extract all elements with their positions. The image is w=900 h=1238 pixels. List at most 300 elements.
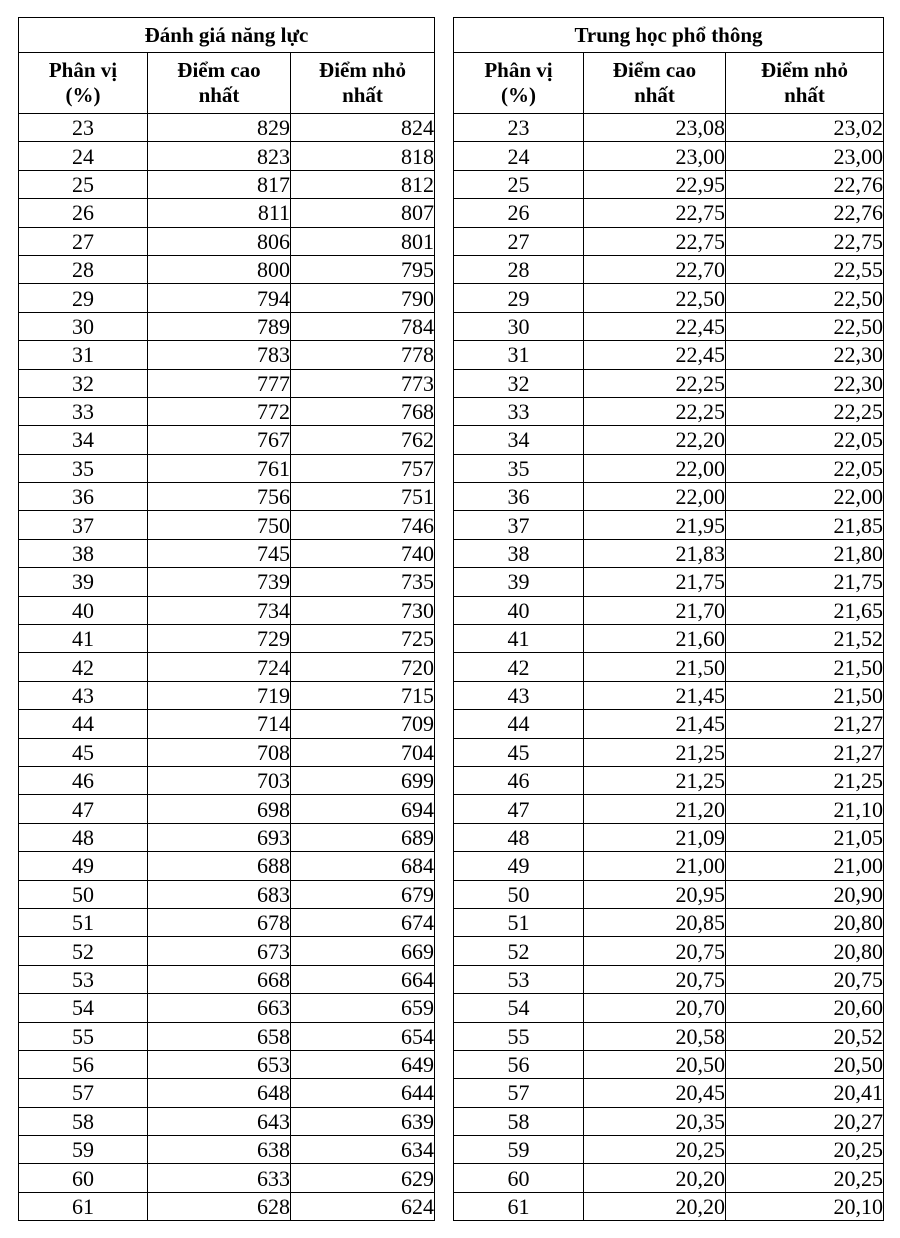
phan-vi-cell: 51 <box>454 908 584 936</box>
table-row <box>454 738 884 766</box>
table-row <box>19 199 435 227</box>
table-row <box>454 454 884 482</box>
diem-nho-nhat-cell: 21,80 <box>726 539 884 567</box>
diem-nho-nhat-cell: 669 <box>291 937 435 965</box>
diem-nho-nhat-cell: 20,52 <box>726 1022 884 1050</box>
phan-vi-cell: 53 <box>19 965 148 993</box>
table-row <box>454 710 884 738</box>
diem-nho-nhat-cell: 674 <box>291 908 435 936</box>
diem-nho-nhat-cell: 664 <box>291 965 435 993</box>
diem-cao-nhat-cell: 20,75 <box>584 937 726 965</box>
phan-vi-cell: 46 <box>454 766 584 794</box>
phan-vi-cell: 32 <box>454 369 584 397</box>
diem-cao-nhat-cell: 673 <box>148 937 291 965</box>
diem-nho-nhat-cell: 649 <box>291 1050 435 1078</box>
table-row <box>454 1079 884 1107</box>
table-row <box>454 568 884 596</box>
phan-vi-cell: 35 <box>454 454 584 482</box>
diem-cao-nhat-cell: 20,85 <box>584 908 726 936</box>
phan-vi-cell: 57 <box>454 1079 584 1107</box>
diem-nho-nhat-cell: 22,05 <box>726 454 884 482</box>
diem-cao-nhat-cell: 22,00 <box>584 483 726 511</box>
table-row <box>19 1107 435 1135</box>
diem-cao-nhat-cell: 22,95 <box>584 170 726 198</box>
diem-cao-nhat-cell: 22,00 <box>584 454 726 482</box>
table-row <box>454 369 884 397</box>
diem-nho-nhat-cell: 20,27 <box>726 1107 884 1135</box>
diem-nho-nhat-cell: 704 <box>291 738 435 766</box>
table-row <box>19 397 435 425</box>
table-row <box>19 114 435 142</box>
phan-vi-cell: 30 <box>454 312 584 340</box>
table-row <box>19 823 435 851</box>
table-row <box>454 596 884 624</box>
diem-cao-nhat-cell: 648 <box>148 1079 291 1107</box>
table-row <box>454 511 884 539</box>
table-row <box>19 341 435 369</box>
table-row <box>19 483 435 511</box>
diem-cao-nhat-cell: 20,70 <box>584 994 726 1022</box>
phan-vi-cell: 59 <box>19 1136 148 1164</box>
diem-cao-nhat-cell: 663 <box>148 994 291 1022</box>
table-row <box>454 1050 884 1078</box>
phan-vi-cell: 38 <box>454 539 584 567</box>
table-row <box>454 1107 884 1135</box>
phan-vi-cell: 29 <box>19 284 148 312</box>
diem-nho-nhat-cell: 20,10 <box>726 1192 884 1220</box>
phan-vi-cell: 50 <box>19 880 148 908</box>
diem-nho-nhat-cell: 22,50 <box>726 312 884 340</box>
diem-cao-nhat-cell: 22,75 <box>584 227 726 255</box>
diem-nho-nhat-cell: 21,25 <box>726 766 884 794</box>
phan-vi-cell: 34 <box>454 426 584 454</box>
table-row <box>454 625 884 653</box>
phan-vi-cell: 49 <box>19 852 148 880</box>
phan-vi-cell: 38 <box>19 539 148 567</box>
diem-cao-nhat-cell: 20,75 <box>584 965 726 993</box>
diem-cao-nhat-cell: 658 <box>148 1022 291 1050</box>
diem-nho-nhat-cell: 629 <box>291 1164 435 1192</box>
table-row <box>19 142 435 170</box>
diem-nho-nhat-cell: 812 <box>291 170 435 198</box>
diem-nho-nhat-cell: 20,25 <box>726 1164 884 1192</box>
diem-cao-nhat-cell: 23,00 <box>584 142 726 170</box>
phan-vi-cell: 25 <box>454 170 584 198</box>
table-row <box>19 1050 435 1078</box>
diem-cao-nhat-cell: 708 <box>148 738 291 766</box>
diem-nho-nhat-cell: 801 <box>291 227 435 255</box>
phan-vi-cell: 44 <box>454 710 584 738</box>
diem-nho-nhat-cell: 23,02 <box>726 114 884 142</box>
diem-nho-nhat-cell: 768 <box>291 397 435 425</box>
table-row <box>19 227 435 255</box>
phan-vi-cell: 31 <box>454 341 584 369</box>
diem-nho-nhat-cell: 20,50 <box>726 1050 884 1078</box>
diem-cao-nhat-cell: 20,20 <box>584 1164 726 1192</box>
phan-vi-cell: 44 <box>19 710 148 738</box>
diem-nho-nhat-cell: 757 <box>291 454 435 482</box>
phan-vi-cell: 57 <box>19 1079 148 1107</box>
table-row <box>454 994 884 1022</box>
table-row <box>19 255 435 283</box>
table-row <box>454 426 884 454</box>
diem-nho-nhat-cell: 689 <box>291 823 435 851</box>
table-row <box>454 142 884 170</box>
diem-cao-nhat-cell: 22,50 <box>584 284 726 312</box>
phan-vi-cell: 33 <box>19 397 148 425</box>
header-diem-nho-nhat: Điểm nhỏ nhất <box>291 53 435 114</box>
phan-vi-cell: 23 <box>454 114 584 142</box>
table-row <box>19 511 435 539</box>
header-diem-cao-nhat: Điểm cao nhất <box>584 53 726 114</box>
table-row <box>19 312 435 340</box>
diem-nho-nhat-cell: 22,55 <box>726 255 884 283</box>
diem-nho-nhat-cell: 720 <box>291 653 435 681</box>
diem-nho-nhat-cell: 644 <box>291 1079 435 1107</box>
table-row <box>19 908 435 936</box>
diem-cao-nhat-cell: 20,58 <box>584 1022 726 1050</box>
table-row <box>19 625 435 653</box>
phan-vi-cell: 58 <box>454 1107 584 1135</box>
phan-vi-cell: 56 <box>454 1050 584 1078</box>
diem-nho-nhat-cell: 20,60 <box>726 994 884 1022</box>
diem-nho-nhat-cell: 20,75 <box>726 965 884 993</box>
phan-vi-cell: 48 <box>19 823 148 851</box>
diem-nho-nhat-cell: 762 <box>291 426 435 454</box>
diem-nho-nhat-cell: 790 <box>291 284 435 312</box>
diem-nho-nhat-cell: 694 <box>291 795 435 823</box>
table-row <box>454 341 884 369</box>
phan-vi-cell: 25 <box>19 170 148 198</box>
diem-cao-nhat-cell: 767 <box>148 426 291 454</box>
diem-cao-nhat-cell: 698 <box>148 795 291 823</box>
diem-cao-nhat-cell: 783 <box>148 341 291 369</box>
diem-cao-nhat-cell: 734 <box>148 596 291 624</box>
table-row <box>19 539 435 567</box>
table-trung-hoc-pho-thong <box>453 17 884 1221</box>
phan-vi-cell: 61 <box>19 1192 148 1220</box>
table-title: Đánh giá năng lực <box>19 18 435 53</box>
phan-vi-cell: 33 <box>454 397 584 425</box>
phan-vi-cell: 31 <box>19 341 148 369</box>
diem-cao-nhat-cell: 21,20 <box>584 795 726 823</box>
diem-cao-nhat-cell: 20,20 <box>584 1192 726 1220</box>
table-row <box>19 738 435 766</box>
table-row <box>19 1079 435 1107</box>
table-row <box>454 681 884 709</box>
diem-cao-nhat-cell: 761 <box>148 454 291 482</box>
table-row <box>19 170 435 198</box>
diem-nho-nhat-cell: 21,27 <box>726 738 884 766</box>
diem-nho-nhat-cell: 725 <box>291 625 435 653</box>
phan-vi-cell: 40 <box>454 596 584 624</box>
table-row <box>454 199 884 227</box>
diem-cao-nhat-cell: 772 <box>148 397 291 425</box>
table-row <box>454 908 884 936</box>
phan-vi-cell: 42 <box>19 653 148 681</box>
diem-nho-nhat-cell: 21,52 <box>726 625 884 653</box>
table-row <box>454 397 884 425</box>
diem-nho-nhat-cell: 21,50 <box>726 653 884 681</box>
table-row <box>454 1022 884 1050</box>
table-row <box>19 937 435 965</box>
diem-nho-nhat-cell: 740 <box>291 539 435 567</box>
diem-nho-nhat-cell: 715 <box>291 681 435 709</box>
phan-vi-cell: 54 <box>454 994 584 1022</box>
diem-cao-nhat-cell: 817 <box>148 170 291 198</box>
table-row <box>19 710 435 738</box>
phan-vi-cell: 54 <box>19 994 148 1022</box>
diem-cao-nhat-cell: 724 <box>148 653 291 681</box>
table-row <box>19 880 435 908</box>
table-row <box>454 937 884 965</box>
phan-vi-cell: 39 <box>19 568 148 596</box>
phan-vi-cell: 30 <box>19 312 148 340</box>
phan-vi-cell: 61 <box>454 1192 584 1220</box>
diem-cao-nhat-cell: 22,75 <box>584 199 726 227</box>
phan-vi-cell: 58 <box>19 1107 148 1135</box>
header-phan-vi: Phân vị (%) <box>454 53 584 114</box>
phan-vi-cell: 26 <box>19 199 148 227</box>
table-row <box>19 1192 435 1220</box>
diem-nho-nhat-cell: 818 <box>291 142 435 170</box>
phan-vi-cell: 55 <box>454 1022 584 1050</box>
table-row <box>454 170 884 198</box>
diem-nho-nhat-cell: 22,76 <box>726 170 884 198</box>
table-row <box>19 369 435 397</box>
diem-cao-nhat-cell: 811 <box>148 199 291 227</box>
phan-vi-cell: 48 <box>454 823 584 851</box>
diem-cao-nhat-cell: 703 <box>148 766 291 794</box>
diem-cao-nhat-cell: 21,45 <box>584 681 726 709</box>
table-row <box>454 880 884 908</box>
table-row <box>19 426 435 454</box>
diem-nho-nhat-cell: 21,00 <box>726 852 884 880</box>
diem-cao-nhat-cell: 21,50 <box>584 653 726 681</box>
phan-vi-cell: 45 <box>19 738 148 766</box>
phan-vi-cell: 47 <box>454 795 584 823</box>
diem-nho-nhat-cell: 22,75 <box>726 227 884 255</box>
diem-nho-nhat-cell: 21,85 <box>726 511 884 539</box>
diem-cao-nhat-cell: 794 <box>148 284 291 312</box>
diem-cao-nhat-cell: 653 <box>148 1050 291 1078</box>
diem-cao-nhat-cell: 668 <box>148 965 291 993</box>
diem-nho-nhat-cell: 679 <box>291 880 435 908</box>
diem-nho-nhat-cell: 795 <box>291 255 435 283</box>
diem-cao-nhat-cell: 20,45 <box>584 1079 726 1107</box>
table-row <box>454 766 884 794</box>
diem-nho-nhat-cell: 824 <box>291 114 435 142</box>
table-row <box>454 823 884 851</box>
diem-cao-nhat-cell: 719 <box>148 681 291 709</box>
table-row <box>454 795 884 823</box>
header-diem-cao-nhat: Điểm cao nhất <box>148 53 291 114</box>
diem-nho-nhat-cell: 634 <box>291 1136 435 1164</box>
diem-cao-nhat-cell: 22,25 <box>584 369 726 397</box>
table-row <box>454 114 884 142</box>
diem-nho-nhat-cell: 21,65 <box>726 596 884 624</box>
diem-cao-nhat-cell: 777 <box>148 369 291 397</box>
phan-vi-cell: 50 <box>454 880 584 908</box>
phan-vi-cell: 41 <box>454 625 584 653</box>
diem-nho-nhat-cell: 22,05 <box>726 426 884 454</box>
diem-cao-nhat-cell: 823 <box>148 142 291 170</box>
diem-cao-nhat-cell: 21,60 <box>584 625 726 653</box>
phan-vi-cell: 52 <box>19 937 148 965</box>
diem-cao-nhat-cell: 688 <box>148 852 291 880</box>
diem-nho-nhat-cell: 21,10 <box>726 795 884 823</box>
table-row <box>454 1136 884 1164</box>
diem-cao-nhat-cell: 789 <box>148 312 291 340</box>
diem-nho-nhat-cell: 773 <box>291 369 435 397</box>
phan-vi-cell: 40 <box>19 596 148 624</box>
diem-nho-nhat-cell: 20,41 <box>726 1079 884 1107</box>
diem-cao-nhat-cell: 678 <box>148 908 291 936</box>
diem-cao-nhat-cell: 21,00 <box>584 852 726 880</box>
table-row <box>454 539 884 567</box>
phan-vi-cell: 34 <box>19 426 148 454</box>
diem-cao-nhat-cell: 21,75 <box>584 568 726 596</box>
table-row <box>454 483 884 511</box>
diem-nho-nhat-cell: 778 <box>291 341 435 369</box>
phan-vi-cell: 52 <box>454 937 584 965</box>
table-row <box>454 312 884 340</box>
diem-cao-nhat-cell: 633 <box>148 1164 291 1192</box>
phan-vi-cell: 26 <box>454 199 584 227</box>
diem-cao-nhat-cell: 739 <box>148 568 291 596</box>
phan-vi-cell: 47 <box>19 795 148 823</box>
diem-cao-nhat-cell: 20,35 <box>584 1107 726 1135</box>
phan-vi-cell: 37 <box>454 511 584 539</box>
phan-vi-cell: 41 <box>19 625 148 653</box>
table-row <box>19 965 435 993</box>
table-row <box>454 653 884 681</box>
diem-cao-nhat-cell: 638 <box>148 1136 291 1164</box>
diem-cao-nhat-cell: 829 <box>148 114 291 142</box>
phan-vi-cell: 51 <box>19 908 148 936</box>
diem-nho-nhat-cell: 735 <box>291 568 435 596</box>
diem-nho-nhat-cell: 21,05 <box>726 823 884 851</box>
table-danh-gia-nang-luc <box>18 17 435 1221</box>
phan-vi-cell: 43 <box>19 681 148 709</box>
diem-cao-nhat-cell: 21,70 <box>584 596 726 624</box>
phan-vi-cell: 49 <box>454 852 584 880</box>
diem-nho-nhat-cell: 639 <box>291 1107 435 1135</box>
diem-cao-nhat-cell: 21,45 <box>584 710 726 738</box>
diem-nho-nhat-cell: 654 <box>291 1022 435 1050</box>
phan-vi-cell: 24 <box>19 142 148 170</box>
diem-nho-nhat-cell: 751 <box>291 483 435 511</box>
diem-cao-nhat-cell: 22,45 <box>584 341 726 369</box>
table-row <box>19 653 435 681</box>
diem-nho-nhat-cell: 22,25 <box>726 397 884 425</box>
diem-cao-nhat-cell: 750 <box>148 511 291 539</box>
diem-cao-nhat-cell: 22,25 <box>584 397 726 425</box>
diem-cao-nhat-cell: 21,25 <box>584 738 726 766</box>
phan-vi-cell: 45 <box>454 738 584 766</box>
diem-nho-nhat-cell: 684 <box>291 852 435 880</box>
phan-vi-cell: 23 <box>19 114 148 142</box>
diem-cao-nhat-cell: 20,95 <box>584 880 726 908</box>
phan-vi-cell: 27 <box>19 227 148 255</box>
table-row <box>454 1192 884 1220</box>
phan-vi-cell: 35 <box>19 454 148 482</box>
diem-cao-nhat-cell: 643 <box>148 1107 291 1135</box>
diem-cao-nhat-cell: 714 <box>148 710 291 738</box>
diem-cao-nhat-cell: 800 <box>148 255 291 283</box>
table-row <box>19 1022 435 1050</box>
table-row <box>19 454 435 482</box>
diem-nho-nhat-cell: 20,80 <box>726 908 884 936</box>
phan-vi-cell: 59 <box>454 1136 584 1164</box>
phan-vi-cell: 46 <box>19 766 148 794</box>
phan-vi-cell: 36 <box>19 483 148 511</box>
phan-vi-cell: 27 <box>454 227 584 255</box>
phan-vi-cell: 43 <box>454 681 584 709</box>
diem-nho-nhat-cell: 20,25 <box>726 1136 884 1164</box>
phan-vi-cell: 55 <box>19 1022 148 1050</box>
diem-cao-nhat-cell: 21,09 <box>584 823 726 851</box>
diem-cao-nhat-cell: 21,95 <box>584 511 726 539</box>
diem-nho-nhat-cell: 22,00 <box>726 483 884 511</box>
phan-vi-cell: 24 <box>454 142 584 170</box>
table-row <box>454 965 884 993</box>
diem-nho-nhat-cell: 746 <box>291 511 435 539</box>
table-row <box>19 568 435 596</box>
table-row <box>19 1164 435 1192</box>
diem-cao-nhat-cell: 729 <box>148 625 291 653</box>
diem-cao-nhat-cell: 756 <box>148 483 291 511</box>
diem-nho-nhat-cell: 22,76 <box>726 199 884 227</box>
phan-vi-cell: 53 <box>454 965 584 993</box>
diem-cao-nhat-cell: 20,25 <box>584 1136 726 1164</box>
diem-cao-nhat-cell: 22,70 <box>584 255 726 283</box>
diem-cao-nhat-cell: 23,08 <box>584 114 726 142</box>
table-row <box>454 284 884 312</box>
diem-nho-nhat-cell: 22,50 <box>726 284 884 312</box>
diem-cao-nhat-cell: 20,50 <box>584 1050 726 1078</box>
table-row <box>19 852 435 880</box>
diem-nho-nhat-cell: 22,30 <box>726 341 884 369</box>
table-row <box>19 681 435 709</box>
phan-vi-cell: 29 <box>454 284 584 312</box>
table-row <box>19 1136 435 1164</box>
diem-nho-nhat-cell: 709 <box>291 710 435 738</box>
table-row <box>454 255 884 283</box>
diem-cao-nhat-cell: 628 <box>148 1192 291 1220</box>
phan-vi-cell: 56 <box>19 1050 148 1078</box>
table-row <box>19 284 435 312</box>
diem-nho-nhat-cell: 659 <box>291 994 435 1022</box>
phan-vi-cell: 28 <box>19 255 148 283</box>
diem-nho-nhat-cell: 784 <box>291 312 435 340</box>
diem-nho-nhat-cell: 21,27 <box>726 710 884 738</box>
diem-nho-nhat-cell: 20,80 <box>726 937 884 965</box>
phan-vi-cell: 42 <box>454 653 584 681</box>
diem-cao-nhat-cell: 745 <box>148 539 291 567</box>
phan-vi-cell: 37 <box>19 511 148 539</box>
diem-nho-nhat-cell: 730 <box>291 596 435 624</box>
phan-vi-cell: 36 <box>454 483 584 511</box>
table-row <box>19 596 435 624</box>
diem-cao-nhat-cell: 21,25 <box>584 766 726 794</box>
table-row <box>454 852 884 880</box>
table-title: Trung học phổ thông <box>454 18 884 53</box>
table-row <box>454 1164 884 1192</box>
table-row <box>19 994 435 1022</box>
diem-cao-nhat-cell: 806 <box>148 227 291 255</box>
table-row <box>454 227 884 255</box>
